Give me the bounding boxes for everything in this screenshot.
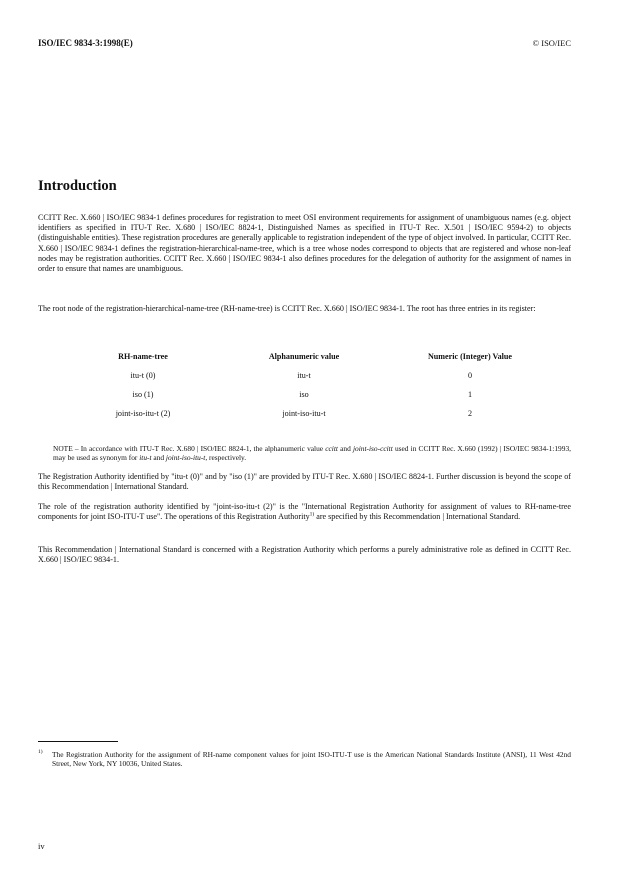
- note-paragraph: [53, 444, 571, 463]
- footnote-text: The Registration Authority for the assignment of RH-name component values for joint ISO-ITU-T use is the American National Standards Institute (ANSI), 11 West 42nd Street, New York, NY 10036, United States.: [52, 750, 571, 769]
- footnote-reference: 1): [309, 511, 315, 518]
- note-text: NOTE – In accordance with ITU-T Rec. X.680 | ISO/IEC 8824-1, the alphanumeric value: [53, 444, 326, 453]
- paragraph-role: [38, 502, 571, 522]
- note-emphasis: joint-iso-ccitt: [352, 444, 393, 453]
- note-emphasis: itu-t: [139, 453, 152, 463]
- paragraph-intro: CCITT Rec. X.660 | ISO/IEC 9834-1 defines procedures for registration to meet OSI environment requirements for assignment of unambiguous names (e.g. object identifiers as specified in ITU-T Rec. X.680 | ISO/IEC 8824-1, Distinguished Names as specified in ITU-T Rec. X.501 | ISO/IEC 9594-2) to objects (distinguishable entities). These registration procedures are generally applicable to registration independent of the type of object involved. In particular, CCITT Rec. X.660 | ISO/IEC 9834-1 defines the registration-hierarchical-name-tree, which is a tree whose nodes correspond to objects that are registered and whose non-leaf nodes may be registration authorities. CCITT Rec. X.660 | ISO/IEC 9834-1 also defines procedures for the delegation of authority for the assignment of names in order to ensure that names are unambiguous.: [38, 213, 571, 274]
- paragraph-scope: This Recommendation | International Standard is concerned with a Registration Authority which performs a purely administrative role as defined in CCITT Rec. X.660 | ISO/IEC 9834-1.: [38, 545, 571, 565]
- table-cell: itu-t: [297, 371, 311, 380]
- table-header-row: [38, 352, 571, 371]
- page-number: iv: [38, 841, 45, 851]
- footnote: [38, 750, 571, 769]
- note-text: and: [337, 444, 353, 453]
- section-title: Introduction: [38, 178, 117, 194]
- table-row: [38, 371, 571, 390]
- note-text: , respectively.: [205, 453, 247, 463]
- table-cell: 1: [467, 390, 473, 399]
- paragraph-role-text: The role of the registration authority identified by "joint-iso-itu-t (2)" is the "International Registration Authority for assignment of values to RH-name-tree components for joint ISO-ITU-T use". The operations of this Registration Authority: [38, 502, 571, 522]
- table-cell: iso: [299, 390, 309, 399]
- header-copyright: © ISO/IEC: [532, 38, 571, 48]
- table-cell: joint-iso-itu-t (2): [115, 409, 171, 418]
- table-row: [38, 409, 571, 428]
- footnote-divider: [38, 741, 118, 742]
- table-row: [38, 390, 571, 409]
- footnote-mark: 1): [38, 749, 43, 755]
- table-header-cell: RH-name-tree: [118, 352, 168, 361]
- table-cell: iso (1): [132, 390, 154, 399]
- table-cell: itu-t (0): [130, 371, 156, 380]
- table-header-cell: Alphanumeric value: [268, 352, 340, 361]
- note-emphasis: joint-iso-itu-t: [165, 453, 206, 463]
- register-table: [38, 352, 571, 428]
- note-emphasis: ccitt: [325, 444, 338, 453]
- note-text: and: [151, 453, 166, 463]
- table-cell: 0: [467, 371, 473, 380]
- table-cell: joint-iso-itu-t: [282, 409, 326, 418]
- note-text: used in CCITT Rec. X.660 (1992) | ISO/IEC 9834-1:1993, may be used as synonym for: [53, 444, 571, 463]
- paragraph-root-node: The root node of the registration-hierarchical-name-tree (RH-name-tree) is CCITT Rec. X.660 | ISO/IEC 9834-1. The root has three entries in its register:: [38, 304, 536, 313]
- header-document-id: ISO/IEC 9834-3:1998(E): [38, 38, 133, 48]
- paragraph-registration-authority: The Registration Authority identified by "itu-t (0)" and by "iso (1)" are provided by ITU-T Rec. X.680 | ISO/IEC 8824-1. Further discussion is beyond the scope of this Recommendation | International Standard.: [38, 472, 571, 492]
- table-cell: 2: [467, 409, 473, 418]
- table-header-cell: Numeric (Integer) Value: [427, 352, 513, 361]
- paragraph-role-text: are specified by this Recommendation | International Standard.: [314, 512, 521, 522]
